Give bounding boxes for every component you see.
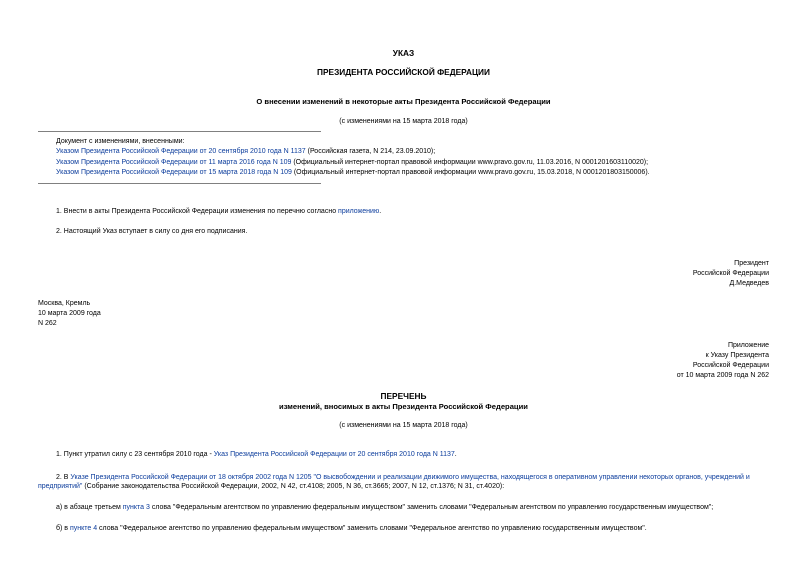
- amendments-top-divider: [38, 131, 321, 132]
- list-edition-note: (с изменениями на 15 марта 2018 года): [339, 422, 468, 429]
- list-item-1: [56, 450, 457, 459]
- list-item-1-text: 1. Пункт утратил силу с 23 сентября 2010 года -: [56, 451, 214, 458]
- signature-name: Д.Медведев: [729, 280, 769, 287]
- appendix-link[interactable]: приложению: [338, 208, 380, 215]
- list-title: ПЕРЕЧЕНЬ: [380, 391, 427, 401]
- paragraph-2: 2. Настоящий Указ вступает в силу со дня его подписания.: [56, 228, 248, 235]
- list-item-2a-text: а) в абзаце третьем: [56, 504, 123, 511]
- amendment-item: [56, 158, 648, 167]
- paragraph-1: [56, 207, 381, 216]
- list-item-2b: [56, 524, 647, 533]
- paragraph-1-end: .: [379, 208, 382, 215]
- list-item-1-end: .: [454, 451, 457, 458]
- amendment-source: (Официальный интернет-портал правовой информации www.pravo.gov.ru, 11.03.2016, N 0001201603110020);: [291, 159, 649, 166]
- amendment-source: (Российская газета, N 214, 23.09.2010);: [305, 148, 436, 155]
- list-item-2a-end: слова "Федеральным агентством по управлению федеральным имуществом" заменить словами "Федеральным агентством по управлению государственным имуществом";: [149, 504, 714, 511]
- list-item-2b-link[interactable]: пункте 4: [69, 525, 98, 532]
- signing-date: 10 марта 2009 года: [38, 310, 101, 317]
- document-type-heading: УКАЗ: [392, 48, 415, 58]
- signature-title: Президент: [734, 260, 769, 267]
- appendix-label: Приложение: [727, 342, 769, 349]
- document-subject: О внесении изменений в некоторые акты Президента Российской Федерации: [256, 97, 551, 106]
- list-item-2-source: (Собрание законодательства Российской Федерации, 2002, N 42, ст.4108; 2005, N 36, ст.3665; 2007, N 12, ст.1376; N 31, ст.4020):: [82, 483, 505, 490]
- amendment-link[interactable]: Указом Президента Российской Федерации от 20 сентября 2010 года N 1137: [56, 148, 306, 155]
- signing-place: Москва, Кремль: [38, 300, 91, 307]
- list-item-2a-link[interactable]: пункта 3: [122, 504, 150, 511]
- issuer-heading: ПРЕЗИДЕНТА РОССИЙСКОЙ ФЕДЕРАЦИИ: [317, 67, 490, 77]
- list-item-1-link[interactable]: Указ Президента Российской Федерации от 20 сентября 2010 года N 1137: [213, 451, 455, 458]
- appendix-date: от 10 марта 2009 года N 262: [676, 372, 769, 379]
- list-item-2b-end: слова "Федеральное агентство по управлению федеральным имуществом" заменить словами "Федеральное агентство по управлению государственным имуществом".: [97, 525, 647, 532]
- paragraph-1-text: 1. Внести в акты Президента Российской Федерации изменения по перечню согласно: [56, 208, 339, 215]
- signature-country: Российской Федерации: [692, 270, 769, 277]
- amendment-item: [56, 168, 650, 177]
- amendment-link[interactable]: Указом Президента Российской Федерации от 15 марта 2018 года N 109: [56, 169, 292, 176]
- decree-number: N 262: [38, 320, 57, 327]
- list-item-2a: [56, 503, 713, 512]
- amendment-item: [56, 147, 435, 156]
- list-item-2-text: 2. В: [56, 474, 71, 481]
- amendment-link[interactable]: Указом Президента Российской Федерации от 11 марта 2016 года N 109: [56, 159, 292, 166]
- amendments-intro: Документ с изменениями, внесенными:: [56, 138, 185, 145]
- edition-note: (с изменениями на 15 марта 2018 года): [339, 118, 468, 125]
- appendix-decree-ref: к Указу Президента: [705, 352, 769, 359]
- list-item-2-link[interactable]: Указе Президента Российской Федерации от 18 октября 2002 года N 1205 "О высвобождении и реализации движимого имущества, находящегося в оперативном управлении некоторых органов, учреждений и предприятий": [38, 474, 750, 490]
- amendments-bottom-divider: [38, 183, 321, 184]
- list-subtitle: изменений, вносимых в акты Президента Российской Федерации: [279, 402, 528, 411]
- amendment-source: (Официальный интернет-портал правовой информации www.pravo.gov.ru, 15.03.2018, N 0001201803150006).: [291, 169, 650, 176]
- appendix-country: Российской Федерации: [692, 362, 769, 369]
- list-item-2b-text: б) в: [56, 525, 70, 532]
- list-item-2: [38, 473, 771, 491]
